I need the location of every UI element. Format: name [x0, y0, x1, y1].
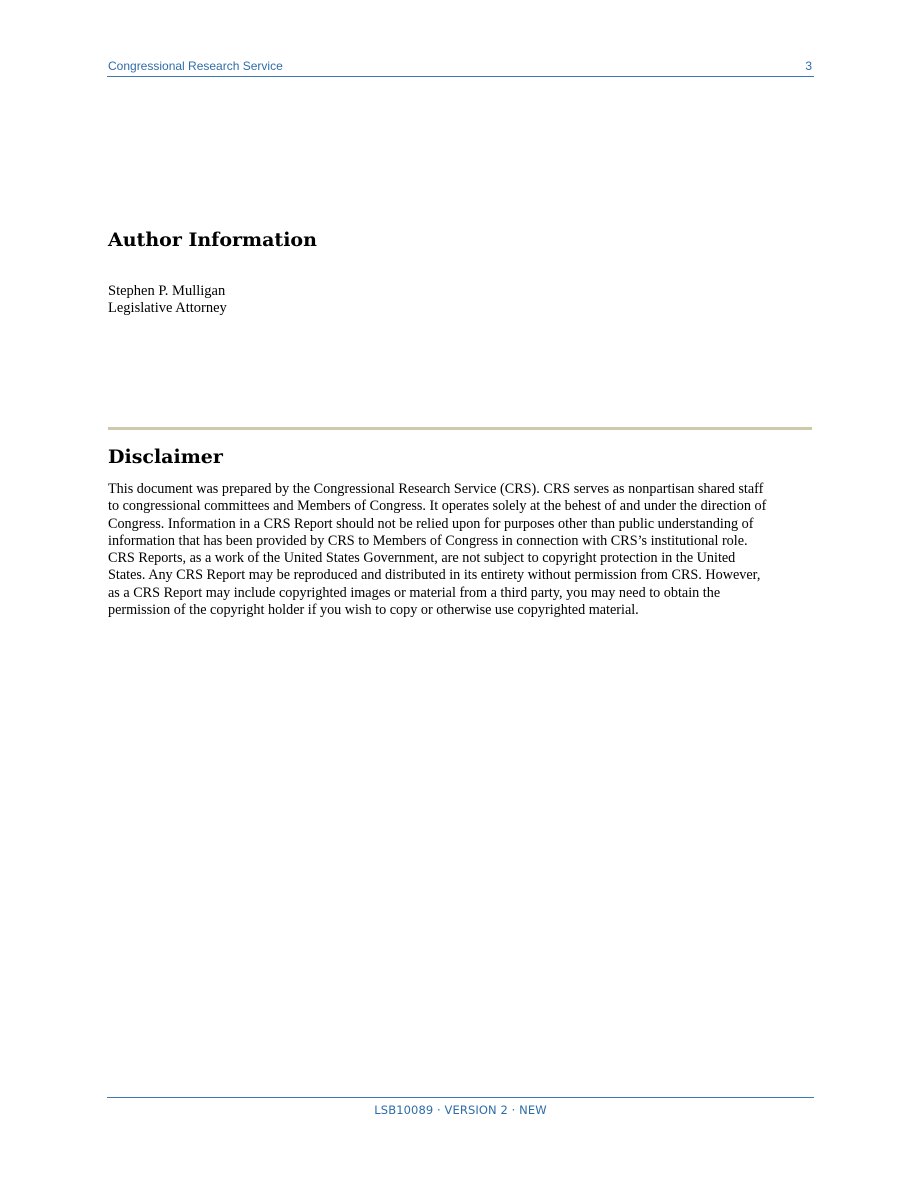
section-divider: [108, 427, 812, 430]
author-name: Stephen P. Mulligan: [108, 283, 226, 299]
disclaimer-line: to congressional committees and Members of Congress. It operates solely at the behest of and under the direction of: [108, 498, 767, 515]
author-information-heading: Author Information: [108, 229, 317, 251]
disclaimer-line: as a CRS Report may include copyrighted images or material from a third party, you may need to obtain the: [108, 584, 721, 601]
header-organization: Congressional Research Service: [108, 59, 283, 73]
disclaimer-text: [108, 481, 813, 619]
disclaimer-line: This document was prepared by the Congressional Research Service (CRS). CRS serves as nonpartisan shared staff: [108, 481, 764, 497]
disclaimer-heading: Disclaimer: [108, 446, 223, 468]
page-footer: [107, 1097, 814, 1117]
disclaimer-line: Congress. Information in a CRS Report should not be relied upon for purposes other than public understanding of: [108, 515, 754, 532]
disclaimer-line: CRS Reports, as a work of the United States Government, are not subject to copyright protection in the United: [108, 550, 736, 567]
disclaimer-line: information that has been provided by CRS to Members of Congress in connection with CRS’s institutional role.: [108, 532, 748, 549]
disclaimer-line: States. Any CRS Report may be reproduced and distributed in its entirety without permission from CRS. However,: [108, 567, 761, 584]
author-title: Legislative Attorney: [108, 300, 227, 316]
disclaimer-line: permission of the copyright holder if you wish to copy or otherwise use copyrighted material.: [108, 602, 639, 619]
footer-document-code: LSB10089 · VERSION 2 · NEW: [374, 1103, 547, 1117]
page-header: [107, 58, 814, 77]
header-page-number: 3: [805, 59, 812, 73]
author-block: [108, 283, 227, 317]
